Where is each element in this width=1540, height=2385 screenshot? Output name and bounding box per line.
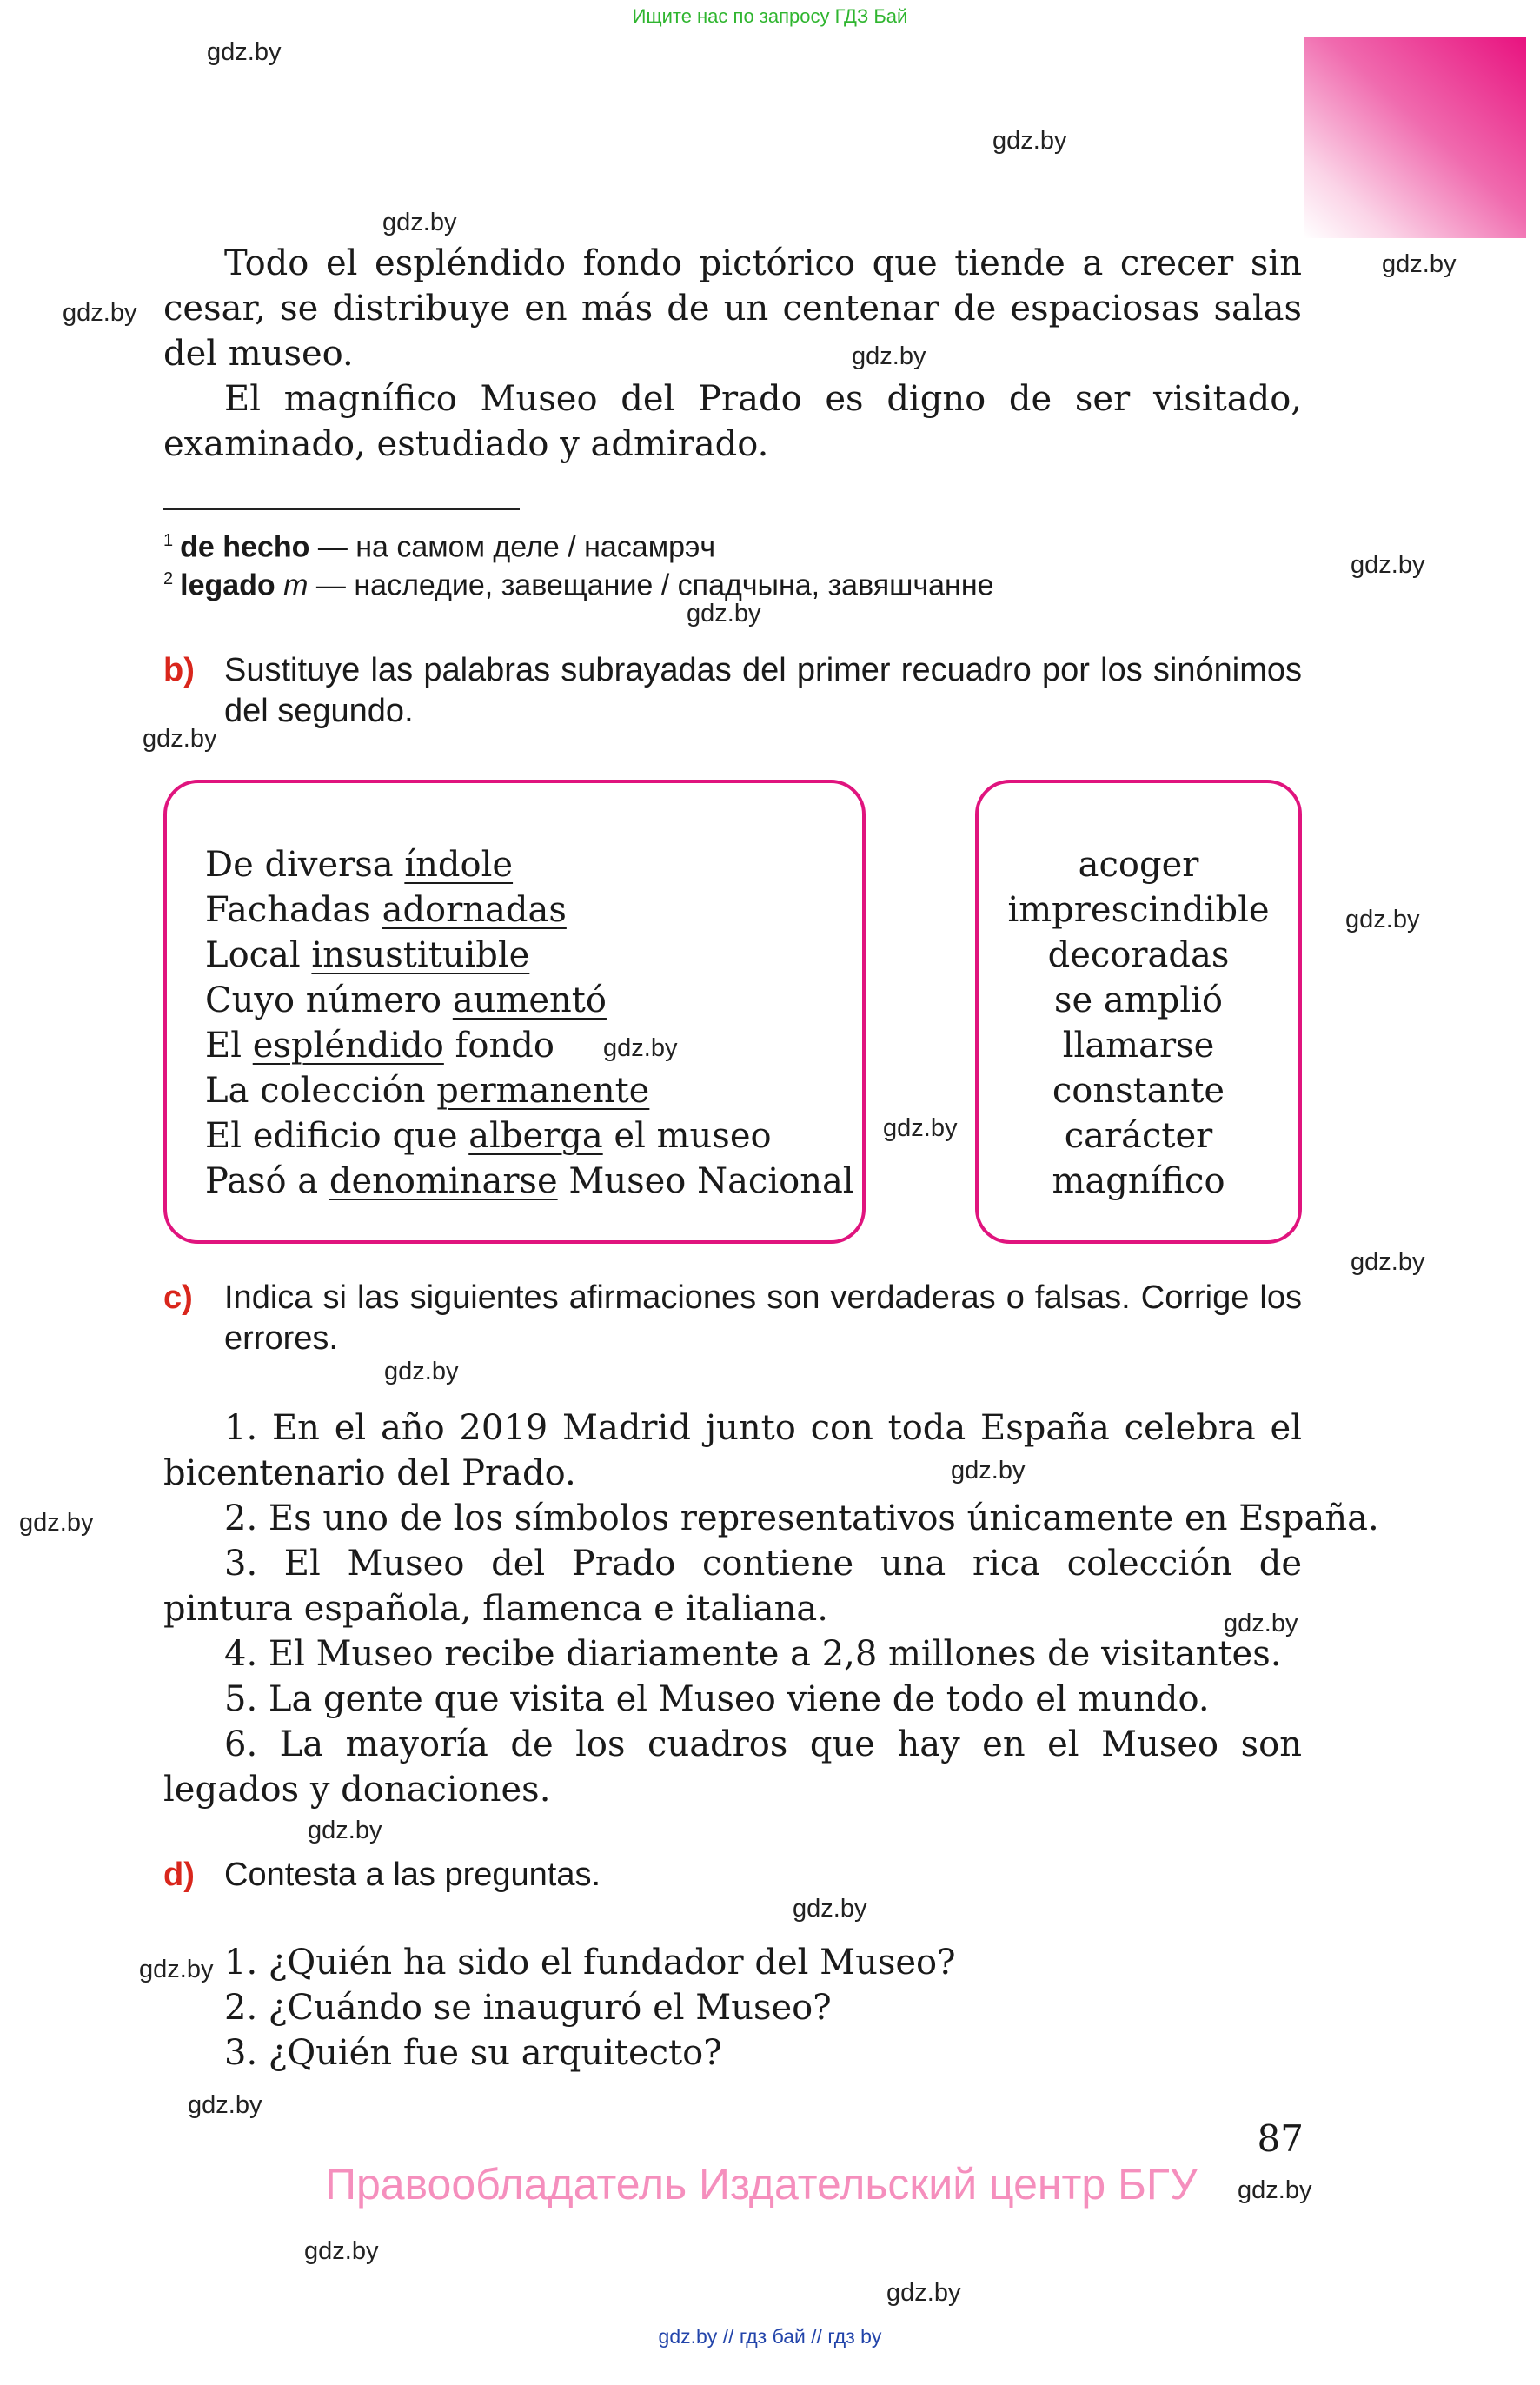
task-instruction: Contesta a las preguntas.: [224, 1857, 601, 1893]
phrase-line: El edificio que alberga el museo: [205, 1116, 772, 1156]
watermark: gdz.by: [1238, 2176, 1312, 2204]
phrase-line: Fachadas adornadas: [205, 890, 567, 930]
underlined-word: alberga: [468, 1116, 603, 1156]
task-d: [163, 1855, 1302, 1896]
synonym-word: magnífico: [1052, 1161, 1225, 1201]
watermark: gdz.by: [1351, 551, 1425, 579]
underlined-word: insustituible: [311, 935, 530, 975]
watermark: gdz.by: [19, 1509, 94, 1537]
task-b: [163, 650, 1302, 732]
statement: 5. La gente que visita el Museo viene de todo el mundo.: [224, 1679, 1210, 1719]
footnote-divider: [163, 508, 520, 510]
watermark: gdz.by: [687, 600, 761, 628]
phrase-line: La colección permanente: [205, 1071, 650, 1111]
watermark: gdz.by: [886, 2279, 961, 2307]
watermark: gdz.by: [1351, 1248, 1425, 1276]
task-c: [163, 1278, 1302, 1359]
statement-list: [163, 1405, 1379, 1812]
watermark: gdz.by: [992, 127, 1067, 155]
watermark: gdz.by: [1224, 1610, 1298, 1638]
footnote-1: $^1$ de hecho — на самом деле / насамрэч: [163, 530, 716, 564]
underlined-word: índole: [404, 845, 514, 885]
question: 1. ¿Quién ha sido el fundador del Museo?: [224, 1943, 956, 1983]
underlined-word: denominarse: [329, 1161, 558, 1201]
watermark: gdz.by: [139, 1956, 214, 1983]
watermark: gdz.by: [382, 209, 457, 236]
phrase-line: Local insustituible: [205, 935, 530, 975]
watermark: gdz.by: [63, 299, 137, 327]
task-letter: c): [163, 1279, 193, 1316]
paragraph-museo-digno: El magnífico Museo del Prado es digno de ser visitado, examinado, estudiado y admirado.: [163, 379, 1302, 464]
phrase-list: [205, 842, 854, 1204]
synonym-word: imprescindible: [1007, 890, 1270, 930]
question: 2. ¿Cuándo se inauguró el Museo?: [224, 1988, 832, 2028]
underlined-word: adornadas: [382, 890, 567, 930]
phrase-line: Cuyo número aumentó: [205, 980, 607, 1020]
synonym-word: llamarse: [1062, 1026, 1215, 1066]
underlined-word: aumentó: [452, 980, 607, 1020]
watermark: gdz.by: [852, 342, 926, 370]
watermark: gdz.by: [1382, 250, 1457, 278]
copyright-owner: Правообладатель Издательский центр БГУ: [325, 2160, 1198, 2209]
watermark: gdz.by: [304, 2237, 379, 2265]
watermark: gdz.by: [951, 1457, 1026, 1485]
task-letter: b): [163, 652, 195, 688]
task-instruction: Sustituye las palabras subrayadas del primer recuadro por los sinónimos del segundo.: [224, 652, 1302, 729]
synonym-word: acoger: [1078, 845, 1199, 885]
phrase-line: De diversa índole: [205, 845, 514, 885]
phrase-line: El espléndido fondo: [205, 1026, 554, 1066]
statement: 3. El Museo del Prado contiene una rica colección de pintura española, flamenca e italiana.: [163, 1544, 1302, 1629]
bottom-site-links[interactable]: gdz.by // гдз бай // гдз by: [658, 2325, 882, 2348]
statement: 1. En el año 2019 Madrid junto con toda España celebra el bicentenario del Prado.: [163, 1408, 1302, 1493]
synonym-word: decoradas: [1047, 935, 1230, 975]
underlined-word: permanente: [436, 1071, 650, 1111]
task-instruction: Indica si las siguientes afirmaciones son verdaderas o falsas. Corrige los errores.: [224, 1279, 1302, 1357]
task-letter: d): [163, 1857, 195, 1893]
paragraph-fondo-pictorico: Todo el espléndido fondo pictórico que tiende a crecer sin cesar, se distribuye en más de un centenar de espaciosas salas del museo.: [163, 243, 1302, 374]
top-search-note: Ищите нас по запросу ГДЗ Бай: [632, 5, 908, 27]
footnote-2: $^2$ legado m — наследие, завещание / спадчына, завяшчанне: [163, 568, 994, 602]
page-number: 87: [1257, 2117, 1304, 2160]
watermark: gdz.by: [188, 2091, 262, 2119]
watermark: gdz.by: [603, 1034, 678, 1062]
underlined-phrases-box: [163, 780, 866, 1244]
statement: 4. El Museo recibe diariamente a 2,8 millones de visitantes.: [224, 1634, 1282, 1674]
statement: 2. Es uno de los símbolos representativos únicamente en España.: [224, 1498, 1379, 1538]
watermark: gdz.by: [143, 725, 217, 753]
watermark: gdz.by: [1345, 906, 1420, 933]
synonym-word: se amplió: [1054, 980, 1223, 1020]
synonym-word: constante: [1052, 1071, 1225, 1111]
question-list: [163, 1940, 1302, 2076]
corner-gradient-decoration: [1304, 37, 1526, 238]
question: 3. ¿Quién fue su arquitecto?: [224, 2033, 722, 2073]
synonym-word: carácter: [1064, 1116, 1213, 1156]
watermark: gdz.by: [384, 1358, 459, 1385]
synonym-list: [979, 842, 1298, 1204]
synonyms-box: [975, 780, 1302, 1244]
watermark: gdz.by: [883, 1114, 958, 1142]
watermark: gdz.by: [793, 1895, 867, 1923]
watermark: gdz.by: [207, 38, 282, 66]
phrase-line: Pasó a denominarse Museo Nacional: [205, 1161, 854, 1201]
statement: 6. La mayoría de los cuadros que hay en el Museo son legados y donaciones.: [163, 1724, 1302, 1810]
underlined-word: espléndido: [252, 1026, 444, 1066]
watermark: gdz.by: [308, 1817, 382, 1844]
